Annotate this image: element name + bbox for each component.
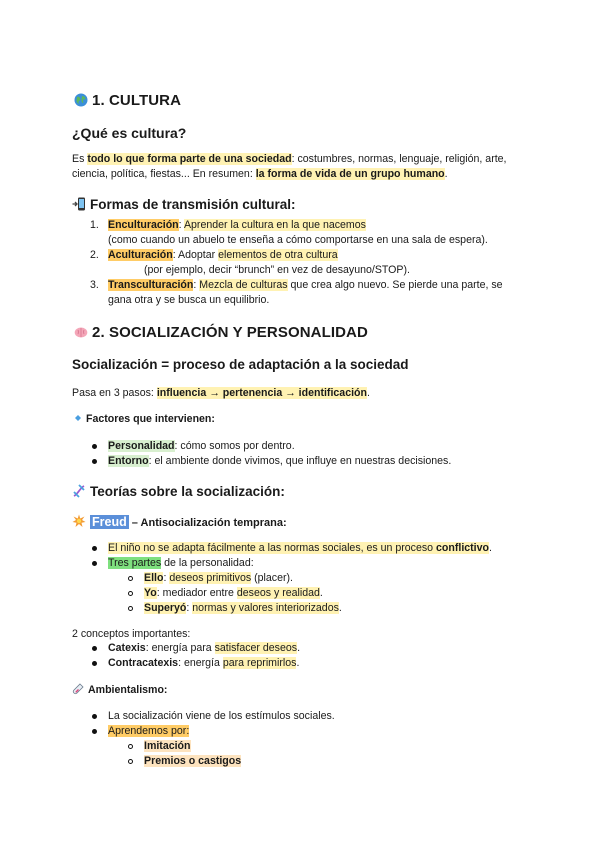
conceptos-heading: 2 conceptos importantes: xyxy=(72,628,191,640)
list-item: Tres partes de la personalidad: xyxy=(90,556,540,571)
list-item: La socialización viene de los estímulos sociales. xyxy=(90,709,530,724)
bullet xyxy=(92,561,97,566)
hollow-bullet xyxy=(128,576,133,581)
freud-name: Freud xyxy=(92,515,127,529)
hollow-bullet xyxy=(128,591,133,596)
hollow-bullet xyxy=(128,744,133,749)
pasos-line: Pasa en 3 pasos: influencia → pertenencia → identificación. xyxy=(72,387,370,399)
sub-list-item: Premios o castigos xyxy=(90,754,530,769)
small-diamond-icon xyxy=(74,414,82,422)
teorias-heading: Teorías sobre la socialización: xyxy=(72,484,285,499)
section-1-title: 1. CULTURA xyxy=(92,92,182,109)
collision-icon xyxy=(72,514,86,528)
ambientalismo-list xyxy=(90,709,530,769)
sub-list-item: Ello: deseos primitivos (placer). xyxy=(90,571,540,586)
freud-list xyxy=(90,541,540,616)
ambientalismo-heading: Ambientalismo: xyxy=(72,683,167,698)
formas-list xyxy=(90,218,540,308)
list-item: 3. Transculturación: Mezcla de culturas que crea algo nuevo. Se pierde una parte, se gana otra y se busca un equilibrio. xyxy=(90,279,503,306)
list-item: Entorno: el ambiente donde vivimos, que influye en nuestras decisiones. xyxy=(90,454,530,469)
list-item: Aprendemos por: xyxy=(90,724,530,739)
section-1-heading xyxy=(74,92,181,109)
list-item: Contracatexis: energía para reprimirlos. xyxy=(90,656,530,671)
bullet xyxy=(92,646,97,651)
sub-list-item: Imitación xyxy=(90,739,530,754)
bullet xyxy=(92,444,97,449)
list-item: Catexis: energía para satisfacer deseos. xyxy=(90,641,530,656)
bullet xyxy=(92,661,97,666)
bullet xyxy=(92,729,97,734)
formas-heading: Formas de transmisión cultural: xyxy=(72,197,296,212)
bullet xyxy=(92,714,97,719)
list-item: 2. Aculturación: Adoptar elementos de otra cultura (por ejemplo, decir “brunch” en vez de desayuno/STOP). xyxy=(90,249,410,276)
bullet xyxy=(92,459,97,464)
freud-heading: Freud – Antisocialización temprana: xyxy=(72,514,287,529)
hollow-bullet xyxy=(128,759,133,764)
dna-icon xyxy=(72,484,86,498)
hollow-bullet xyxy=(128,606,133,611)
sub-list-item: Superyó: normas y valores interiorizados. xyxy=(90,601,540,616)
cultura-paragraph: Es todo lo que forma parte de una sociedad: costumbres, normas, lenguaje, religión, arte, ciencia, política, fiestas... En resumen: la forma de vida de un grupo humano. xyxy=(72,153,507,180)
factores-list xyxy=(90,439,530,469)
bullet xyxy=(92,546,97,551)
list-item: 1. Enculturación: Aprender la cultura en la que nacemos (como cuando un abuelo te enseña a cómo comportarse en una sala de espera). xyxy=(90,219,488,246)
socializacion-subtitle: Socialización = proceso de adaptación a la sociedad xyxy=(72,357,409,372)
list-item: El niño no se adapta fácilmente a las normas sociales, es un proceso conflictivo. xyxy=(90,541,540,556)
brain-icon xyxy=(74,325,88,339)
sub-list-item: Yo: mediador entre deseos y realidad. xyxy=(90,586,540,601)
question-heading: ¿Qué es cultura? xyxy=(72,125,187,141)
phone-arrow-icon xyxy=(72,197,86,211)
globe-icon xyxy=(74,93,88,107)
test-tube-icon xyxy=(72,683,84,695)
factores-heading: Factores que intervienen: xyxy=(74,412,215,427)
section-2-heading: 2. SOCIALIZACIÓN Y PERSONALIDAD xyxy=(74,324,368,341)
conceptos-list xyxy=(90,641,530,671)
list-item: Personalidad: cómo somos por dentro. xyxy=(90,439,530,454)
